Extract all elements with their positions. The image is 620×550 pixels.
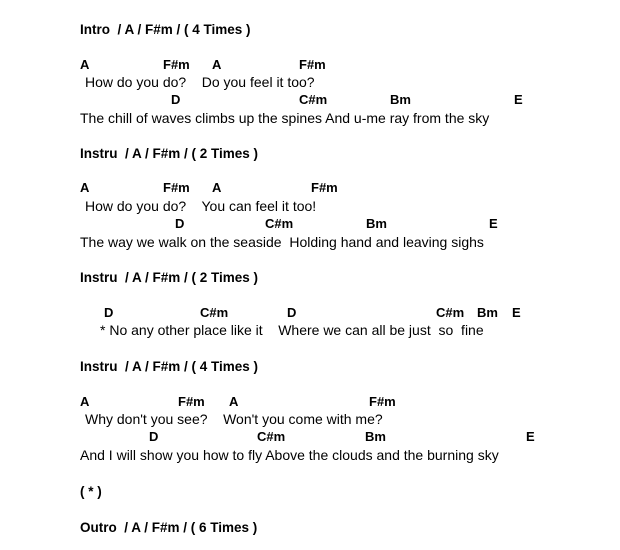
outro-heading: Outro / A / F#m / ( 6 Times ) [80,520,258,535]
intro-heading: Intro / A / F#m / ( 4 Times ) [80,22,251,37]
chord: C#m [436,305,465,320]
chord: D [175,216,185,231]
chord: Bm [390,92,411,107]
instru-heading: Instru / A / F#m / ( 4 Times ) [80,359,259,374]
chord: D [171,92,181,107]
repeat-marker: ( * ) [80,484,102,499]
chord: E [526,429,535,444]
chord: D [149,429,159,444]
lyric-line: How do you do? Do you feel it too? [85,74,315,90]
chord: F#m [369,394,396,409]
instru-heading: Instru / A / F#m / ( 2 Times ) [80,270,259,285]
chord: A [229,394,239,409]
chord: A [80,57,90,72]
chord: F#m [178,394,205,409]
chord: F#m [163,180,190,195]
chord: F#m [299,57,326,72]
chord: E [489,216,498,231]
lyric-line: * No any other place like it Where we can all be just so fine [100,322,484,338]
lyric-line: The chill of waves climbs up the spines And u-me ray from the sky [80,110,490,126]
chord: A [80,394,90,409]
chord: Bm [366,216,387,231]
chord: Bm [365,429,386,444]
chord: C#m [257,429,286,444]
chord: A [212,180,222,195]
lyric-line: How do you do? You can feel it too! [85,198,317,214]
chord: E [514,92,523,107]
lyric-line: Why don't you see? Won't you come with me? [85,411,383,427]
chord: D [104,305,114,320]
chord: A [212,57,222,72]
chord: Bm [477,305,498,320]
chord: F#m [163,57,190,72]
chord: C#m [200,305,229,320]
instru-heading: Instru / A / F#m / ( 2 Times ) [80,146,259,161]
chord: F#m [311,180,338,195]
lyric-line: And I will show you how to fly Above the clouds and the burning sky [80,447,499,463]
chord: A [80,180,90,195]
chord: C#m [299,92,328,107]
chord: E [512,305,521,320]
chord: C#m [265,216,294,231]
chord: D [287,305,297,320]
lyric-line: The way we walk on the seaside Holding hand and leaving sighs [80,234,484,250]
